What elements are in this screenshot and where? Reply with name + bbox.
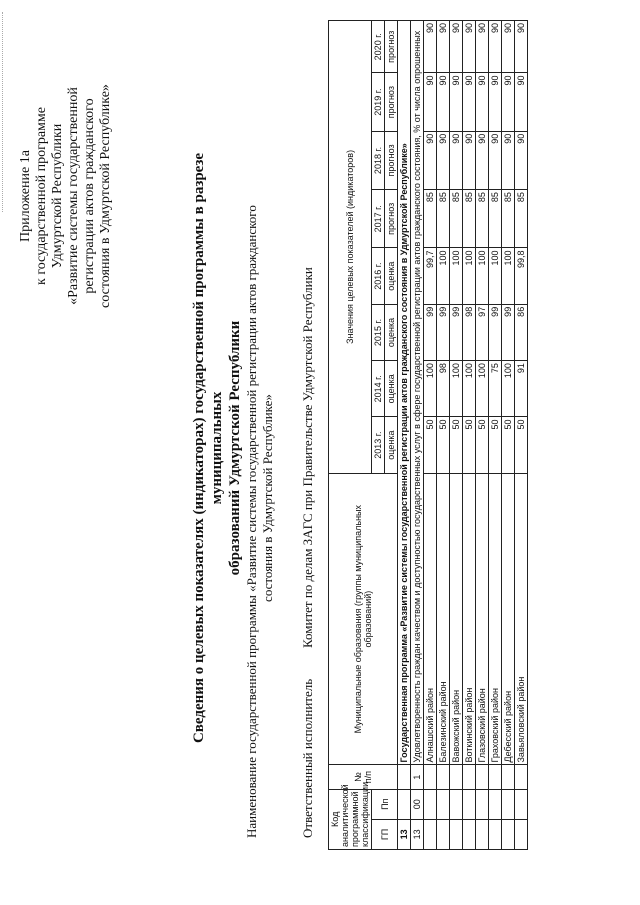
document-title bbox=[190, 138, 244, 758]
empty-cell bbox=[463, 789, 476, 819]
value-cell: 85 bbox=[437, 190, 450, 248]
empty-cell bbox=[450, 789, 463, 819]
empty-cell bbox=[463, 765, 476, 789]
empty-cell bbox=[476, 789, 489, 819]
appendix-line: к государственной программе bbox=[34, 107, 49, 285]
program-name-label: Наименование государственной программы bbox=[244, 595, 259, 838]
empty-cell bbox=[476, 765, 489, 789]
header-status: оценка bbox=[385, 417, 398, 473]
value-cell: 99 bbox=[489, 304, 502, 360]
table-row bbox=[450, 21, 463, 850]
value-cell: 90 bbox=[424, 21, 437, 73]
municipality-name: Алнашский район bbox=[424, 473, 437, 765]
value-cell: 90 bbox=[437, 131, 450, 189]
value-cell: 90 bbox=[515, 73, 528, 131]
cell-pp: 00 bbox=[411, 789, 424, 819]
empty-cell bbox=[424, 819, 437, 849]
cell-gp: 13 bbox=[411, 819, 424, 849]
header-municipal: Муниципальные образования (группы муниципальных образований) bbox=[329, 473, 398, 765]
empty-cell bbox=[476, 819, 489, 849]
value-cell: 50 bbox=[424, 417, 437, 473]
indicator-text: Удовлетворенность граждан качеством и доступностью государственных услуг в сфере государственной регистрации актов гражданского состояния, % от числа опрошенных bbox=[411, 21, 424, 766]
appendix-line: «Развитие системы государственной bbox=[66, 87, 81, 305]
value-cell: 100 bbox=[502, 361, 515, 417]
table-row bbox=[476, 21, 489, 850]
value-cell: 85 bbox=[489, 190, 502, 248]
empty-cell bbox=[450, 819, 463, 849]
empty-cell bbox=[437, 819, 450, 849]
header-status: прогноз bbox=[385, 73, 398, 131]
header-year: 2018 г. bbox=[372, 131, 385, 189]
value-cell: 90 bbox=[450, 21, 463, 73]
header-gp: ГП bbox=[372, 819, 398, 849]
header-status: оценка bbox=[385, 248, 398, 304]
value-cell: 85 bbox=[502, 190, 515, 248]
executor-value: Комитет по делам ЗАГС при Правительстве Удмуртской Республики bbox=[300, 267, 315, 648]
title-line: образований Удмуртской Республики bbox=[227, 320, 243, 576]
program-name-value-line: «Развитие системы государственной регистрации актов гражданского bbox=[244, 205, 259, 592]
value-cell: 91 bbox=[515, 361, 528, 417]
table-row bbox=[463, 21, 476, 850]
municipality-name: Дебесский район bbox=[502, 473, 515, 765]
empty-cell bbox=[450, 765, 463, 789]
value-cell: 90 bbox=[437, 21, 450, 73]
value-cell: 90 bbox=[463, 21, 476, 73]
table-row bbox=[515, 21, 528, 850]
appendix-line: Удмуртской Республики bbox=[50, 123, 65, 269]
value-cell: 90 bbox=[476, 21, 489, 73]
value-cell: 90 bbox=[476, 73, 489, 131]
value-cell: 50 bbox=[515, 417, 528, 473]
value-cell: 50 bbox=[476, 417, 489, 473]
value-cell: 90 bbox=[463, 131, 476, 189]
value-cell: 100 bbox=[450, 248, 463, 304]
value-cell: 100 bbox=[450, 361, 463, 417]
empty-cell bbox=[502, 819, 515, 849]
header-status: оценка bbox=[385, 361, 398, 417]
value-cell: 98 bbox=[463, 304, 476, 360]
empty-cell bbox=[489, 819, 502, 849]
value-cell: 99 bbox=[450, 304, 463, 360]
header-values: Значения целевых показателей (индикаторов) bbox=[329, 21, 372, 474]
empty-cell bbox=[437, 765, 450, 789]
municipality-name: Завьяловский район bbox=[515, 473, 528, 765]
value-cell: 90 bbox=[450, 73, 463, 131]
table-row bbox=[424, 21, 437, 850]
value-cell: 90 bbox=[437, 73, 450, 131]
title-line: Сведения о целевых показателях (индикаторах) государственной программы в разрезе муниципальных bbox=[191, 152, 225, 744]
header-year: 2019 г. bbox=[372, 73, 385, 131]
value-cell: 50 bbox=[463, 417, 476, 473]
value-cell: 90 bbox=[502, 21, 515, 73]
header-row bbox=[329, 21, 372, 850]
header-year: 2013 г. bbox=[372, 417, 385, 473]
header-year: 2020 г. bbox=[372, 21, 385, 73]
header-year: 2017 г. bbox=[372, 190, 385, 248]
value-cell: 100 bbox=[437, 248, 450, 304]
value-cell: 90 bbox=[502, 73, 515, 131]
header-status: прогноз bbox=[385, 131, 398, 189]
value-cell: 75 bbox=[489, 361, 502, 417]
empty-cell bbox=[489, 789, 502, 819]
value-cell: 85 bbox=[463, 190, 476, 248]
appendix-line: регистрации актов гражданского bbox=[82, 98, 97, 294]
value-cell: 100 bbox=[463, 361, 476, 417]
header-year: 2015 г. bbox=[372, 304, 385, 360]
value-cell: 85 bbox=[476, 190, 489, 248]
appendix-line: состояния в Удмуртской Республике» bbox=[98, 84, 113, 308]
program-row-text: Государственная программа «Развитие системы государственной регистрации актов гражданского состояния в Удмуртской Республике» bbox=[398, 21, 411, 766]
executor-label: Ответственный исполнитель bbox=[300, 678, 315, 838]
program-name-block bbox=[244, 118, 276, 838]
table-row bbox=[502, 21, 515, 850]
empty-cell bbox=[424, 765, 437, 789]
value-cell: 90 bbox=[424, 73, 437, 131]
value-cell: 100 bbox=[424, 361, 437, 417]
value-cell: 50 bbox=[437, 417, 450, 473]
municipality-name: Глазовский район bbox=[476, 473, 489, 765]
empty-cell bbox=[515, 819, 528, 849]
table-row bbox=[437, 21, 450, 850]
value-cell: 99,8 bbox=[515, 248, 528, 304]
header-num: № п/п bbox=[329, 765, 398, 789]
value-cell: 90 bbox=[489, 131, 502, 189]
value-cell: 100 bbox=[502, 248, 515, 304]
value-cell: 85 bbox=[450, 190, 463, 248]
table-row bbox=[489, 21, 502, 850]
program-row bbox=[398, 21, 411, 850]
appendix-line: Приложение 1а bbox=[18, 150, 33, 242]
municipality-name: Балезинский район bbox=[437, 473, 450, 765]
value-cell: 100 bbox=[463, 248, 476, 304]
empty-cell bbox=[502, 765, 515, 789]
cell-num bbox=[398, 765, 411, 789]
program-name-value-line: состояния в Удмуртской Республике» bbox=[260, 394, 275, 602]
header-year: 2014 г. bbox=[372, 361, 385, 417]
indicator-row bbox=[411, 21, 424, 850]
value-cell: 97 bbox=[476, 304, 489, 360]
municipality-name: Граховский район bbox=[489, 473, 502, 765]
empty-cell bbox=[515, 765, 528, 789]
value-cell: 90 bbox=[489, 73, 502, 131]
header-status: прогноз bbox=[385, 190, 398, 248]
value-cell: 99 bbox=[424, 304, 437, 360]
cell-pp bbox=[398, 789, 411, 819]
header-year: 2016 г. bbox=[372, 248, 385, 304]
value-cell: 90 bbox=[489, 21, 502, 73]
appendix-block bbox=[18, 36, 114, 356]
empty-cell bbox=[437, 789, 450, 819]
value-cell: 100 bbox=[489, 248, 502, 304]
empty-cell bbox=[463, 819, 476, 849]
value-cell: 99 bbox=[437, 304, 450, 360]
header-code: Код аналитической программной классификации bbox=[329, 789, 372, 849]
value-cell: 90 bbox=[463, 73, 476, 131]
rotated-sheet bbox=[10, 18, 630, 878]
cell-num: 1 bbox=[411, 765, 424, 789]
value-cell: 99,7 bbox=[424, 248, 437, 304]
value-cell: 50 bbox=[489, 417, 502, 473]
value-cell: 85 bbox=[424, 190, 437, 248]
empty-cell bbox=[489, 765, 502, 789]
value-cell: 90 bbox=[476, 131, 489, 189]
value-cell: 90 bbox=[515, 21, 528, 73]
value-cell: 100 bbox=[476, 248, 489, 304]
value-cell: 90 bbox=[450, 131, 463, 189]
header-status: оценка bbox=[385, 304, 398, 360]
header-pp: Пп bbox=[372, 789, 398, 819]
empty-cell bbox=[502, 789, 515, 819]
value-cell: 98 bbox=[437, 361, 450, 417]
value-cell: 100 bbox=[476, 361, 489, 417]
value-cell: 90 bbox=[424, 131, 437, 189]
value-cell: 85 bbox=[515, 190, 528, 248]
value-cell: 50 bbox=[450, 417, 463, 473]
municipality-name: Воткинский район bbox=[463, 473, 476, 765]
indicators-table bbox=[328, 20, 528, 850]
empty-cell bbox=[424, 789, 437, 819]
empty-cell bbox=[515, 789, 528, 819]
header-status: прогноз bbox=[385, 21, 398, 73]
value-cell: 90 bbox=[515, 131, 528, 189]
value-cell: 50 bbox=[502, 417, 515, 473]
value-cell: 99 bbox=[502, 304, 515, 360]
municipal-rows bbox=[424, 21, 528, 850]
value-cell: 86 bbox=[515, 304, 528, 360]
value-cell: 90 bbox=[502, 131, 515, 189]
municipality-name: Вавожский район bbox=[450, 473, 463, 765]
executor-block bbox=[300, 118, 316, 838]
cell-gp: 13 bbox=[398, 819, 411, 849]
